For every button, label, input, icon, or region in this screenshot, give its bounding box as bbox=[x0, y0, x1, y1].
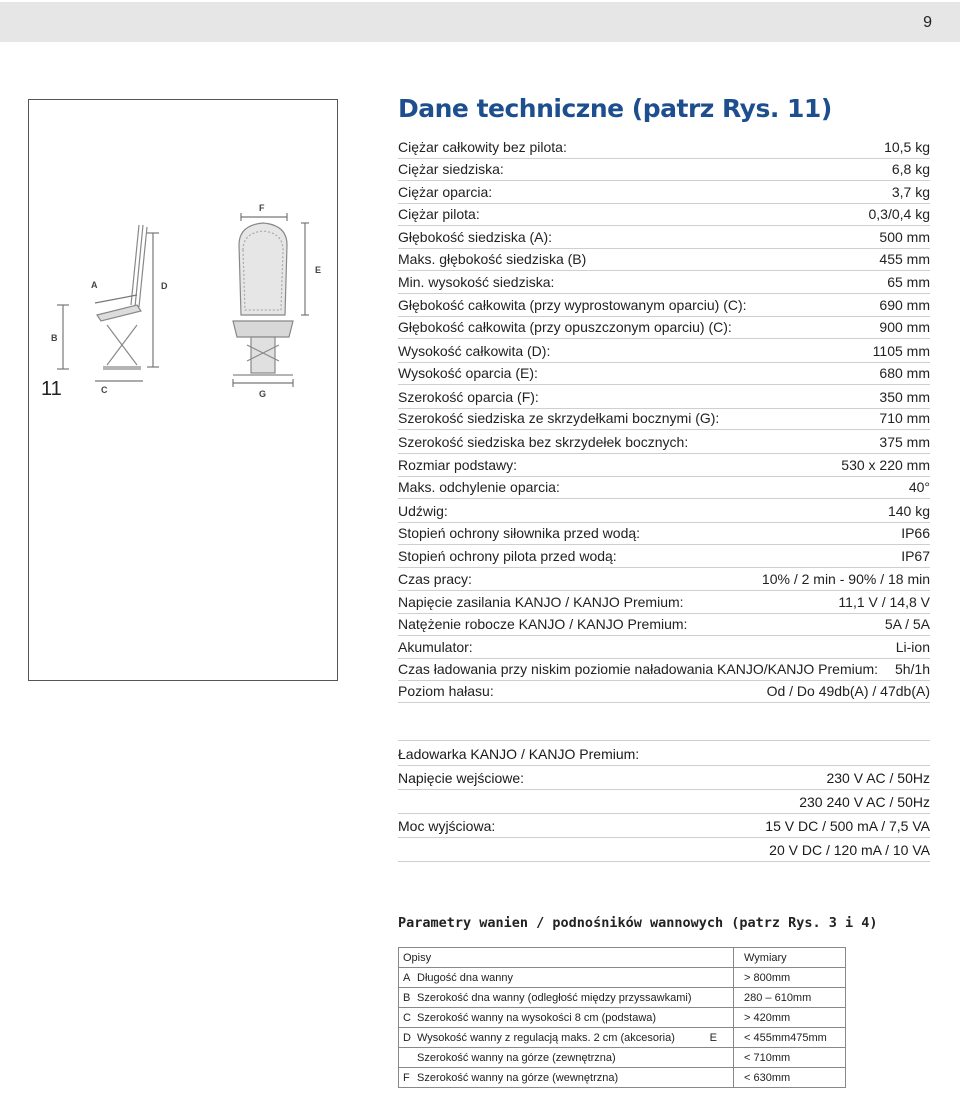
spec-row bbox=[398, 249, 930, 271]
params-desc-cell bbox=[399, 968, 734, 988]
spec-row bbox=[398, 181, 930, 204]
spec-value: 690 mm bbox=[879, 297, 930, 313]
spec-row bbox=[398, 591, 930, 614]
charger-label: Moc wyjściowa: bbox=[398, 818, 496, 834]
spec-value: 3,7 kg bbox=[891, 184, 930, 200]
charger-value: 230 240 V AC / 50Hz bbox=[799, 794, 930, 810]
params-desc: Szerokość wanny na wysokości 8 cm (podstawa) bbox=[417, 1011, 657, 1024]
spec-label: Szerokość oparcia (F): bbox=[398, 389, 539, 405]
spec-row bbox=[398, 477, 930, 499]
spec-row bbox=[398, 271, 930, 294]
spec-value: 65 mm bbox=[887, 274, 930, 290]
section-title: Dane techniczne (patrz Rys. 11) bbox=[398, 94, 832, 123]
spec-label: Czas ładowania przy niskim poziomie naładowania KANJO/KANJO Premium: bbox=[398, 661, 879, 677]
params-desc: Szerokość dna wanny (odległość między przyssawkami) bbox=[417, 991, 692, 1004]
spec-label: Głębokość całkowita (przy wyprostowanym oparciu) (C): bbox=[398, 297, 747, 313]
spec-value: 40° bbox=[908, 479, 930, 495]
spec-label: Szerokość siedziska bez skrzydełek bocznych: bbox=[398, 434, 689, 450]
label-c: C bbox=[101, 385, 108, 395]
charger-heading: Ładowarka KANJO / KANJO Premium: bbox=[398, 740, 930, 766]
params-dim-cell: > 800mm bbox=[734, 968, 846, 988]
spec-row bbox=[398, 499, 930, 523]
spec-value: 680 mm bbox=[879, 365, 930, 381]
spec-label: Udźwig: bbox=[398, 503, 448, 519]
charger-value: 15 V DC / 500 mA / 7,5 VA bbox=[765, 818, 930, 834]
spec-value: 350 mm bbox=[879, 389, 930, 405]
spec-label: Ciężar pilota: bbox=[398, 206, 480, 222]
spec-label: Min. wysokość siedziska: bbox=[398, 274, 555, 290]
spec-row bbox=[398, 385, 930, 409]
params-desc-cell bbox=[399, 1008, 734, 1028]
spec-label: Akumulator: bbox=[398, 639, 473, 655]
spec-row bbox=[398, 430, 930, 454]
spec-row bbox=[398, 523, 930, 545]
spec-value: Od / Do 49db(A) / 47db(A) bbox=[766, 683, 930, 699]
charger-rows bbox=[398, 766, 930, 862]
spec-row bbox=[398, 294, 930, 317]
spec-label: Stopień ochrony pilota przed wodą: bbox=[398, 548, 617, 564]
spec-label: Ciężar siedziska: bbox=[398, 161, 504, 177]
params-header-row bbox=[399, 948, 846, 968]
label-a: A bbox=[91, 280, 98, 290]
spec-value: IP67 bbox=[901, 548, 930, 564]
label-g: G bbox=[259, 389, 267, 399]
label-e: E bbox=[315, 265, 322, 275]
spec-value: 500 mm bbox=[879, 229, 930, 245]
spec-row bbox=[398, 363, 930, 385]
params-title: Parametry wanien / podnośników wannowych (patrz Rys. 3 i 4) bbox=[398, 915, 878, 931]
spec-value: 455 mm bbox=[879, 251, 930, 267]
params-dim-cell: < 710mm bbox=[734, 1048, 846, 1068]
charger-value: 20 V DC / 120 mA / 10 VA bbox=[769, 842, 930, 858]
params-row bbox=[399, 988, 846, 1008]
params-row bbox=[399, 968, 846, 988]
spec-value: IP66 bbox=[901, 525, 930, 541]
params-desc-cell bbox=[399, 1068, 734, 1088]
params-desc-cell bbox=[399, 988, 734, 1008]
params-desc: Szerokość wanny na górze (zewnętrzna) bbox=[417, 1051, 616, 1064]
label-b: B bbox=[51, 333, 58, 343]
spec-label: Maks. głębokość siedziska (B) bbox=[398, 251, 587, 267]
spec-value: 710 mm bbox=[879, 410, 930, 426]
spec-row bbox=[398, 454, 930, 477]
spec-value: 5h/1h bbox=[894, 661, 930, 677]
spec-row bbox=[398, 409, 930, 430]
params-desc: Długość dna wanny bbox=[417, 971, 514, 984]
spec-label: Napięcie zasilania KANJO / KANJO Premium: bbox=[398, 594, 684, 610]
params-letter: B bbox=[403, 991, 411, 1004]
spec-label: Wysokość całkowita (D): bbox=[398, 343, 551, 359]
params-dim-cell: > 420mm bbox=[734, 1008, 846, 1028]
spec-value: 900 mm bbox=[879, 319, 930, 335]
spec-value: 530 x 220 mm bbox=[841, 457, 930, 473]
spec-label: Poziom hałasu: bbox=[398, 683, 494, 699]
params-dim-cell: < 455mm475mm bbox=[734, 1028, 846, 1048]
spec-value: 5A / 5A bbox=[884, 616, 930, 632]
spec-label: Wysokość oparcia (E): bbox=[398, 365, 538, 381]
charger-row bbox=[398, 814, 930, 838]
spec-row bbox=[398, 226, 930, 249]
spec-label: Głębokość siedziska (A): bbox=[398, 229, 553, 245]
page-number: 9 bbox=[923, 14, 932, 31]
spec-row bbox=[398, 317, 930, 339]
spec-label: Ciężar całkowity bez pilota: bbox=[398, 139, 567, 155]
charger-row bbox=[398, 766, 930, 790]
spec-value: 11,1 V / 14,8 V bbox=[838, 594, 930, 610]
spec-label: Ciężar oparcia: bbox=[398, 184, 493, 200]
params-row bbox=[399, 1068, 846, 1088]
charger-value: 230 V AC / 50Hz bbox=[826, 770, 930, 786]
spec-label: Głębokość całkowita (przy opuszczonym oparciu) (C): bbox=[398, 319, 732, 335]
spec-row bbox=[398, 614, 930, 636]
params-dim-cell: 280 – 610mm bbox=[734, 988, 846, 1008]
spec-row bbox=[398, 545, 930, 568]
spec-label: Czas pracy: bbox=[398, 571, 472, 587]
params-letter: A bbox=[403, 971, 411, 984]
spec-row bbox=[398, 659, 930, 681]
spec-label: Maks. odchylenie oparcia: bbox=[398, 479, 560, 495]
spec-row bbox=[398, 568, 930, 591]
spec-value: 375 mm bbox=[879, 434, 930, 450]
params-letter: F bbox=[403, 1071, 410, 1084]
spec-label: Szerokość siedziska ze skrzydełkami bocznymi (G): bbox=[398, 410, 720, 426]
spec-value: 10,5 kg bbox=[884, 139, 930, 155]
charger-label: Napięcie wejściowe: bbox=[398, 770, 525, 786]
spec-value: 10% / 2 min - 90% / 18 min bbox=[761, 571, 930, 587]
figure-11-frame bbox=[28, 99, 338, 681]
spec-row bbox=[398, 159, 930, 181]
bath-lift-technical-drawing bbox=[37, 155, 329, 455]
spec-label: Stopień ochrony siłownika przed wodą: bbox=[398, 525, 641, 541]
page-header bbox=[0, 2, 960, 42]
params-letter: D bbox=[403, 1031, 411, 1044]
spec-label: Rozmiar podstawy: bbox=[398, 457, 518, 473]
params-body bbox=[399, 948, 846, 1088]
params-desc-cell bbox=[399, 1028, 734, 1048]
params-row bbox=[399, 1048, 846, 1068]
params-header-desc: Opisy bbox=[399, 948, 734, 968]
params-table bbox=[398, 947, 846, 1088]
charger-row bbox=[398, 790, 930, 814]
params-row bbox=[399, 1008, 846, 1028]
params-desc-cell bbox=[399, 1048, 734, 1068]
spec-value: 1105 mm bbox=[872, 343, 930, 359]
charger-row bbox=[398, 838, 930, 862]
params-row bbox=[399, 1028, 846, 1048]
spec-row bbox=[398, 136, 930, 159]
spec-row bbox=[398, 636, 930, 659]
spec-label: Natężenie robocze KANJO / KANJO Premium: bbox=[398, 616, 688, 632]
params-letter: C bbox=[403, 1011, 411, 1024]
spec-value: 0,3/0,4 kg bbox=[868, 206, 930, 222]
params-desc: Szerokość wanny na górze (wewnętrzna) bbox=[417, 1071, 619, 1084]
spec-row bbox=[398, 339, 930, 363]
params-dim-cell: < 630mm bbox=[734, 1068, 846, 1088]
label-f: F bbox=[259, 203, 265, 213]
spec-value: 140 kg bbox=[887, 503, 930, 519]
spec-row bbox=[398, 204, 930, 226]
params-extra: E bbox=[709, 1031, 717, 1044]
params-desc: Wysokość wanny z regulacją maks. 2 cm (akcesoria) bbox=[417, 1031, 675, 1044]
spec-value: 6,8 kg bbox=[891, 161, 930, 177]
params-header-dim: Wymiary bbox=[734, 948, 846, 968]
spec-row bbox=[398, 681, 930, 703]
spec-table bbox=[398, 136, 930, 703]
figure-number: 11 bbox=[41, 378, 62, 400]
spec-value: Li-ion bbox=[895, 639, 930, 655]
charger-table bbox=[398, 740, 930, 862]
label-d: D bbox=[161, 281, 168, 291]
